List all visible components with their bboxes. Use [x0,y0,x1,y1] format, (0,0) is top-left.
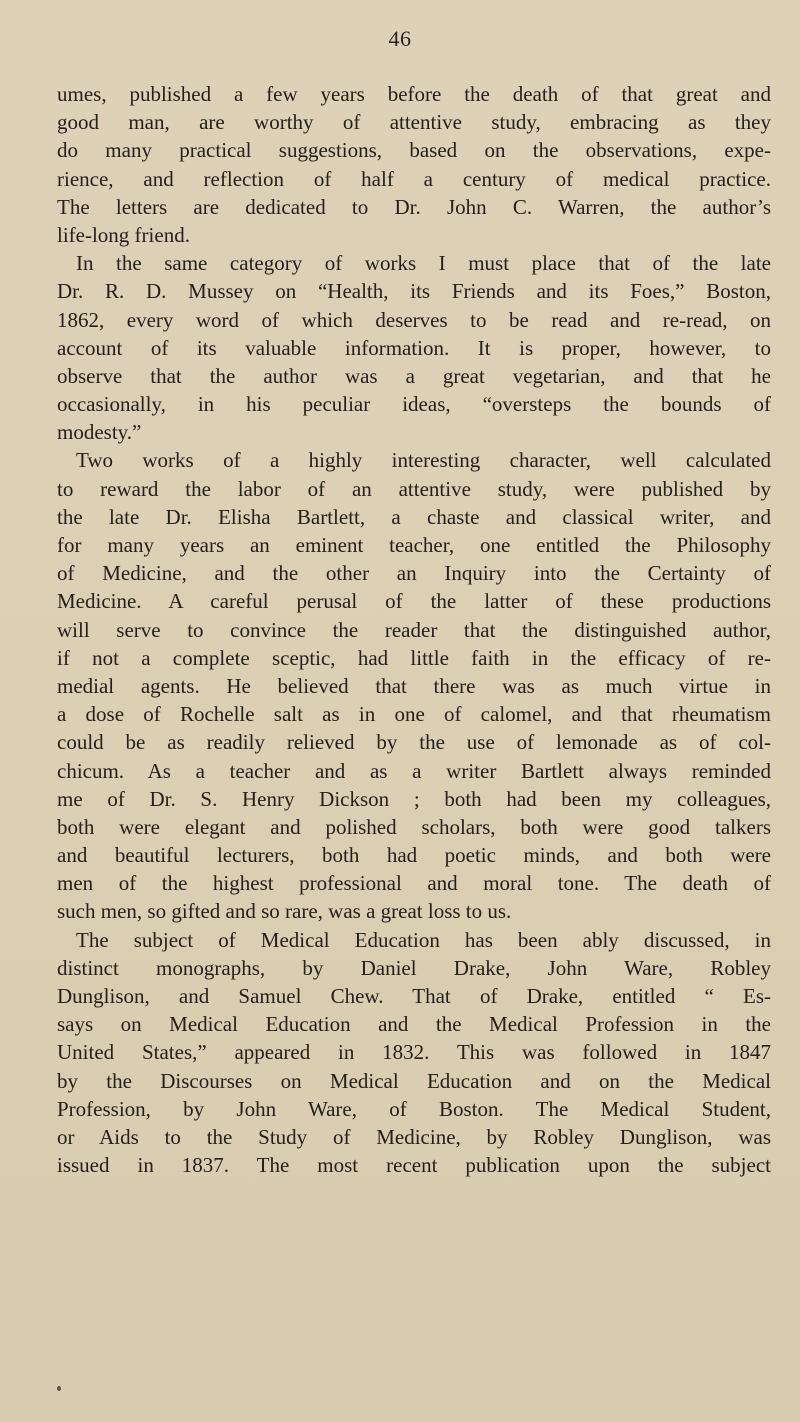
text-line: modesty.” [57,420,142,445]
text-line: says on Medical Education and the Medical Profession in the [57,1012,771,1037]
text-line: will serve to convince the reader that the distinguished author, [57,617,771,642]
text-line: Dr. R. D. Mussey on “Health, its Friends and its Foes,” Boston, [57,279,771,304]
text-line: Dunglison, and Samuel Chew. That of Drake, entitled “ Es- [57,984,771,1008]
text-line: In the same category of works I must place that of the late [76,251,771,276]
text-line: Profession, by John Ware, of Boston. The Medical Student, [57,1096,771,1121]
text-line: rience, and reflection of half a century of medical practice. [57,166,771,191]
text-line: medial agents. He believed that there was as much virtue in [57,673,771,698]
text-line: umes, published a few years before the death of that great and [57,82,771,106]
text-line: life-long friend. [57,222,190,247]
text-line: to reward the labor of an attentive study, were published by [57,476,771,501]
page-number: 46 [388,26,412,51]
text-line: 1862, every word of which deserves to be read and re-read, on [57,307,771,332]
text-line: for many years an eminent teacher, one entitled the Philosophy [57,533,771,557]
text-line: could be as readily relieved by the use of lemonade as of col- [57,730,771,755]
text-line: by the Discourses on Medical Education and on the Medical [57,1068,771,1093]
text-line: The letters are dedicated to Dr. John C. Warren, the author’s [57,194,771,219]
text-line: issued in 1837. The most recent publication upon the subject [57,1153,771,1178]
text-line: of Medicine, and the other an Inquiry into the Certainty of [57,561,771,586]
text-line: a dose of Rochelle salt as in one of calomel, and that rheumatism [57,702,771,727]
text-line: me of Dr. S. Henry Dickson ; both had been my colleagues, [57,786,771,811]
text-line: The subject of Medical Education has been ably discussed, in [76,927,771,952]
paper-speck [57,1386,61,1391]
text-line: chicum. As a teacher and as a writer Bartlett always reminded [57,758,771,783]
text-line: and beautiful lecturers, both had poetic minds, and both were [57,843,771,868]
text-line: men of the highest professional and moral tone. The death of [57,871,771,896]
text-line: the late Dr. Elisha Bartlett, a chaste and classical writer, and [57,504,771,529]
text-line: both were elegant and polished scholars, both were good talkers [57,814,771,839]
body-text [57,80,771,1179]
text-line: Medicine. A careful perusal of the latter of these productions [57,589,771,614]
text-line: observe that the author was a great vegetarian, and that he [57,363,771,388]
text-line: or Aids to the Study of Medicine, by Robley Dunglison, was [57,1124,771,1149]
text-line: do many practical suggestions, based on the observations, expe- [57,138,771,163]
text-line: account of its valuable information. It is proper, however, to [57,335,771,360]
text-line: distinct monographs, by Daniel Drake, John Ware, Robley [57,955,771,980]
text-line: United States,” appeared in 1832. This was followed in 1847 [57,1040,771,1065]
text-line: occasionally, in his peculiar ideas, “oversteps the bounds of [57,392,771,417]
text-line: if not a complete sceptic, had little faith in the efficacy of re- [57,645,771,670]
text-line: good man, are worthy of attentive study, embracing as they [57,110,771,135]
text-line: such men, so gifted and so rare, was a great loss to us. [57,899,512,924]
text-line: Two works of a highly interesting character, well calculated [76,448,771,473]
